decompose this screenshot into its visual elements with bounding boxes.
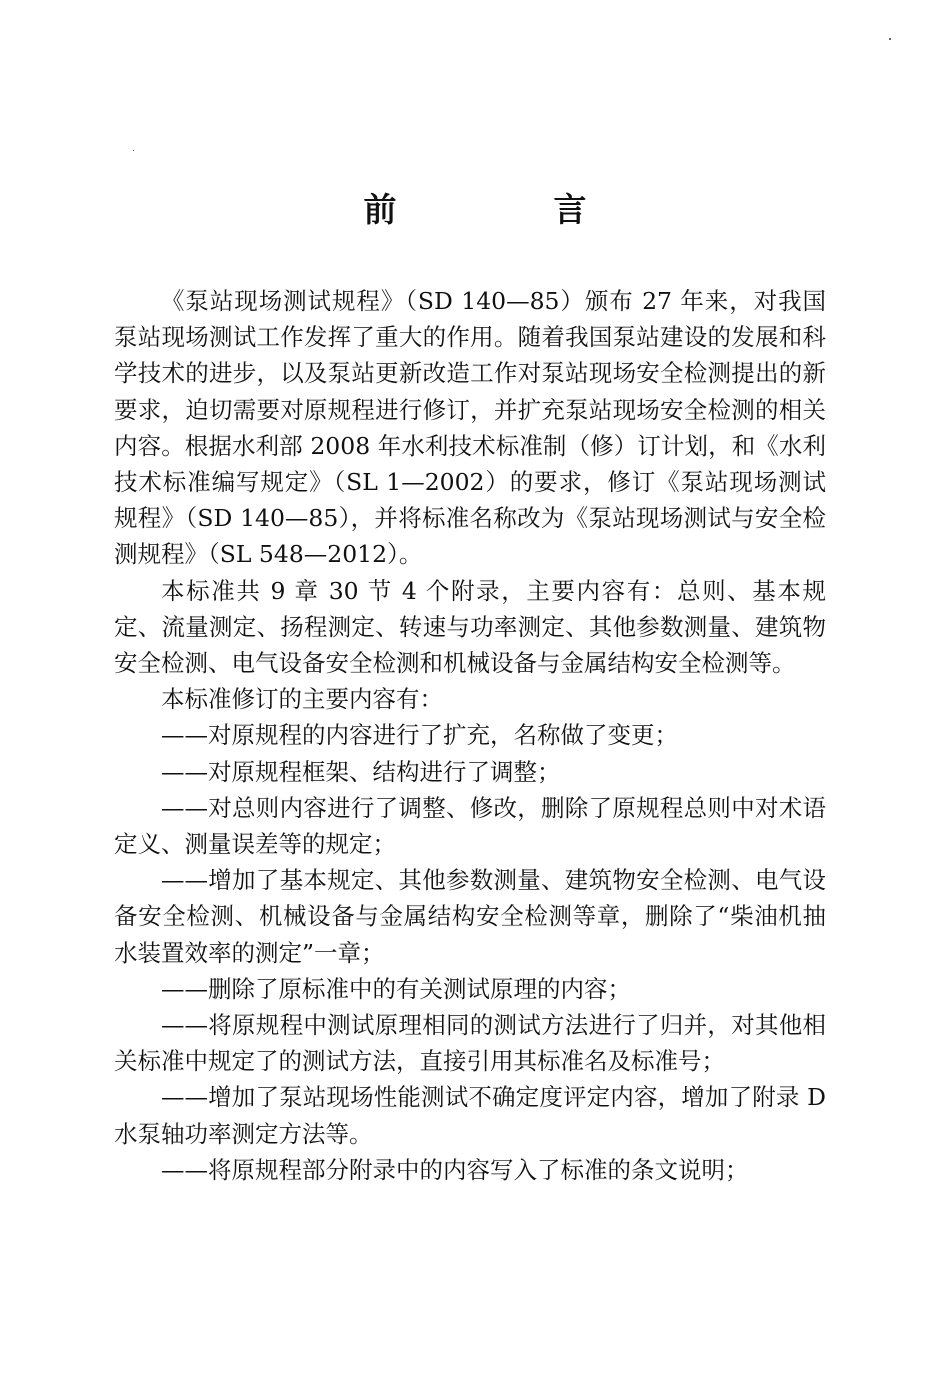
revision-item: ——对原规程的内容进行了扩充，名称做了变更；: [161, 721, 678, 750]
revision-item: ——删除了原标准中的有关测试原理的内容；: [161, 974, 631, 1003]
scan-speck: [133, 150, 134, 151]
revision-item: ——将原规程中测试原理相同的测试方法进行了归并，对其他相关标准中规定了的测试方法，直接引用其标准名及标准号；: [114, 1011, 826, 1076]
paragraph-revision-heading: 本标准修订的主要内容有：: [161, 685, 443, 714]
scan-speck: [889, 38, 891, 40]
paragraph-scope: 本标准共 9 章 30 节 4 个附录，主要内容有：总则、基本规定、流量测定、扬程测定、转速与功率测定、其他参数测量、建筑物安全检测、电气设备安全检测和机械设备与金属结构安全检测等。: [114, 576, 826, 678]
page-title: 前 言: [363, 190, 649, 229]
paragraph-intro: 《泵站现场测试规程》（SD 140—85）颁布 27 年来，对我国泵站现场测试工作发挥了重大的作用。随着我国泵站建设的发展和科学技术的进步，以及泵站更新改造工作对泵站现场安全检测提出的新要求，迫切需要对原规程进行修订，并扩充泵站现场安全检测的相关内容。根据水利部 2008 年水利技术标准制（修）订计划，和《水利技术标准编写规定》（SL 1—2002）的要求，修订《泵站现场测试规程》（SD 140—85），并将标准名称改为《泵站现场测试与安全检测规程》（SL 548—2012）。: [114, 287, 826, 569]
revision-item: ——将原规程部分附录中的内容写入了标准的条文说明；: [161, 1155, 749, 1184]
revision-item: ——对原规程框架、结构进行了调整；: [161, 757, 561, 786]
revision-item: ——对总则内容进行了调整、修改，删除了原规程总则中对术语定义、测量误差等的规定；: [114, 793, 826, 859]
revision-item: ——增加了泵站现场性能测试不确定度评定内容，增加了附录 D 水泵轴功率测定方法等。: [114, 1083, 826, 1148]
body-text: [114, 283, 826, 1188]
revision-item: ——增加了基本规定、其他参数测量、建筑物安全检测、电气设备安全检测、机械设备与金属结构安全检测等章，删除了“柴油机抽水装置效率的测定”一章；: [114, 866, 826, 967]
